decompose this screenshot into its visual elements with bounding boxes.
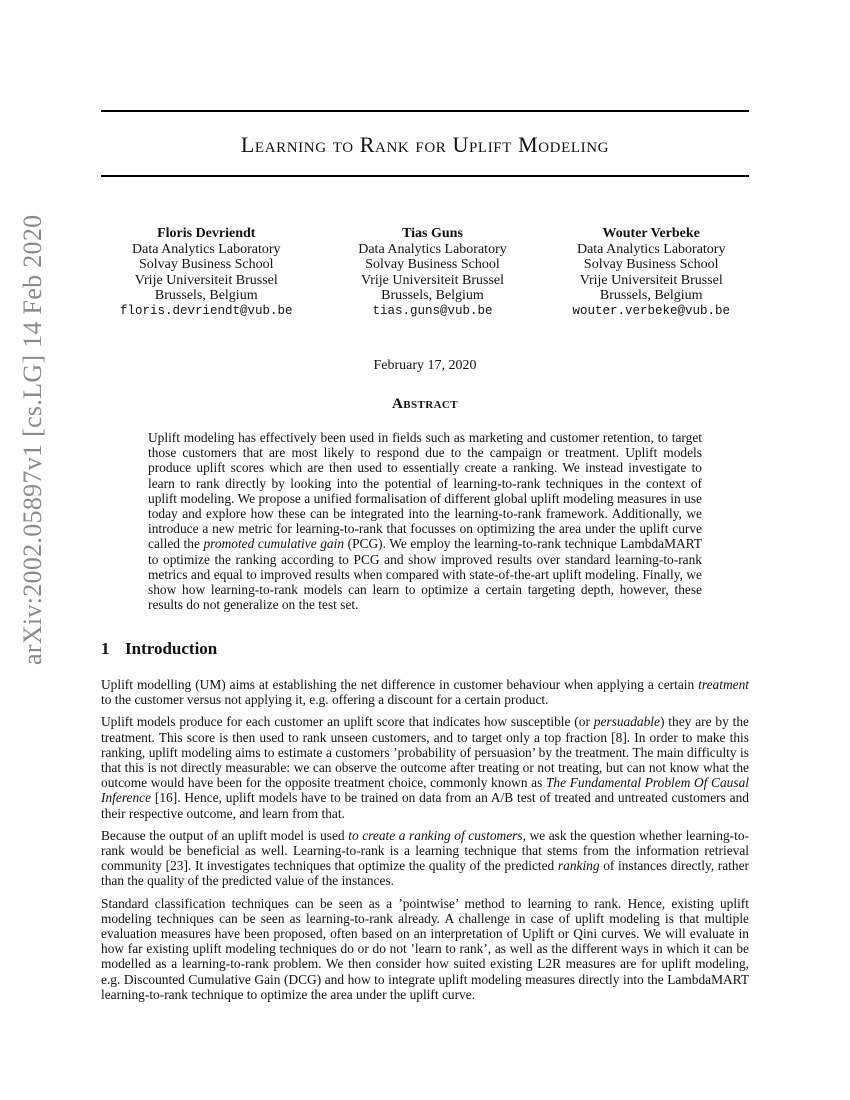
author-3 — [572, 226, 730, 319]
author-university: Vrije Universiteit Brussel — [360, 272, 504, 288]
abstract-text-part: Uplift modeling has effectively been used in fields such as marketing and customer retention, to target those customers that are most likely to respond due to the campaign or treatment. Uplift models produce uplift scores which are then used to essentially create a ranking. We instead investigate to learn to rank directly by looking into the potential of learning-to-rank techniques in the context of uplift modeling. We propose a unified formalisation of different global uplift modeling measures in use today and explore how these can be integrated into the learning-to-rank framework. Additionally, we introduce a new metric for learning-to-rank that focusses on optimizing the area under the uplift curve called the — [148, 430, 702, 552]
abstract-heading: Abstract — [392, 396, 458, 412]
author-lab: Data Analytics Laboratory — [358, 241, 507, 257]
title-rule-bottom — [101, 175, 749, 177]
abstract-emphasis: promoted cumulative gain — [203, 536, 345, 552]
paragraph-text: Because the output of an uplift model is used — [101, 827, 349, 843]
author-school: Solvay Business School — [138, 257, 274, 272]
abstract-text-part: (PCG). We employ the learning-to-rank technique LambdaMART to optimize the ranking according to PCG and show improved results over standard learning-to-rank metrics and equal to improved results when compared with state-of-the-art uplift modeling. Finally, we show how learning-to-rank models can learn to optimize a certain targeting depth, however, these results do not generalize on the test set. — [148, 536, 702, 613]
paragraph — [101, 714, 749, 820]
author-block — [120, 226, 730, 319]
author-lab: Data Analytics Laboratory — [132, 241, 281, 257]
publication-date: February 17, 2020 — [373, 358, 477, 373]
paper-title: Learning to Rank for Uplift Modeling — [240, 132, 610, 157]
author-lab: Data Analytics Laboratory — [576, 241, 726, 257]
author-university: Vrije Universiteit Brussel — [579, 272, 723, 288]
section-heading — [101, 639, 217, 659]
paragraph-emphasis: persuadable — [593, 714, 660, 730]
author-school: Solvay Business School — [365, 257, 500, 272]
author-name: Wouter Verbeke — [602, 226, 700, 241]
paragraph-text: [16]. Hence, uplift models have to be trained on data from an A/B test of treated and untreated customers and their respective outcome, and learn from that. — [101, 790, 749, 821]
abstract-text — [148, 430, 702, 612]
section-number: 1 — [101, 639, 110, 658]
paragraph-text: to the customer versus not applying it, e.g. offering a discount for a certain product. — [101, 692, 549, 708]
paragraph-text: ) they are by the treatment. This score is then used to rank unseen customers, and to target only a top fraction [8]. In order to make this ranking, uplift modeling aims to estimate a customers ’probability of persuasion’ by the treatment. The main difficulty is that this is not directly measurable: we can observe the outcome after treating or not treating, but can not know what the outcome would have been for the opposite treatment choice, commonly known as — [101, 714, 750, 791]
author-2 — [358, 226, 507, 319]
author-name: Tias Guns — [402, 226, 463, 241]
author-name: Floris Devriendt — [157, 226, 256, 241]
author-city: Brussels, Belgium — [381, 288, 484, 303]
paragraph-text: of instances directly, rather than the quality of the predicted value of the instances. — [101, 858, 749, 889]
author-1 — [120, 226, 293, 319]
paragraph — [101, 828, 749, 889]
section-title: Introduction — [125, 639, 218, 658]
paragraph-text: Uplift models produce for each customer an uplift score that indicates how susceptible (or — [101, 714, 594, 730]
author-email: wouter.verbeke@vub.be — [572, 303, 730, 318]
title-rule-top — [101, 110, 749, 112]
paragraph-emphasis: to create a ranking of customers — [348, 827, 523, 843]
section-body — [101, 677, 749, 1009]
arxiv-identifier — [12, 214, 58, 690]
paragraph-emphasis: The Fundamental Problem Of Causal Inference — [101, 775, 749, 806]
paragraph-emphasis: ranking — [557, 858, 600, 874]
author-email: tias.guns@vub.be — [372, 303, 493, 318]
paragraph — [101, 677, 749, 707]
author-university: Vrije Universiteit Brussel — [134, 272, 278, 288]
author-city: Brussels, Belgium — [599, 288, 703, 303]
author-city: Brussels, Belgium — [154, 288, 258, 303]
arxiv-identifier-text: arXiv:2002.05897v1 [cs.LG] 14 Feb 2020 — [18, 214, 47, 665]
paragraph-text: Standard classification techniques can be seen as a ’pointwise’ method to learning to rank. Hence, existing uplift modeling techniques can be seen as learning-to-rank already. A challenge in case of uplift modeling is that multiple evaluation measures have been proposed, often based on an interpretation of Uplift or Qini curves. We will evaluate in how far existing uplift modeling techniques do or do not ’learn to rank’, as well as the different ways in which it can be modelled as a learning-to-rank problem. We then consider how suited existing L2R measures are for uplift modeling, e.g. Discounted Cumulative Gain (DCG) and how to integrate uplift modeling measures directly into the LambdaMART learning-to-rank technique to optimize the area under the uplift curve. — [101, 895, 749, 1002]
paragraph-text: Uplift modelling (UM) aims at establishing the net difference in customer behaviour when applying a certain — [101, 677, 699, 692]
paragraph-text: , we ask the question whether learning-to-rank would be beneficial as well. Learning-to-rank is a learning technique that stems from the information retrieval community [23]. It investigates techniques that optimize the quality of the predicted — [101, 827, 749, 874]
paragraph-emphasis: treatment — [698, 677, 749, 692]
author-email: floris.devriendt@vub.be — [120, 303, 293, 318]
paragraph — [101, 896, 749, 1002]
author-school: Solvay Business School — [583, 257, 719, 272]
